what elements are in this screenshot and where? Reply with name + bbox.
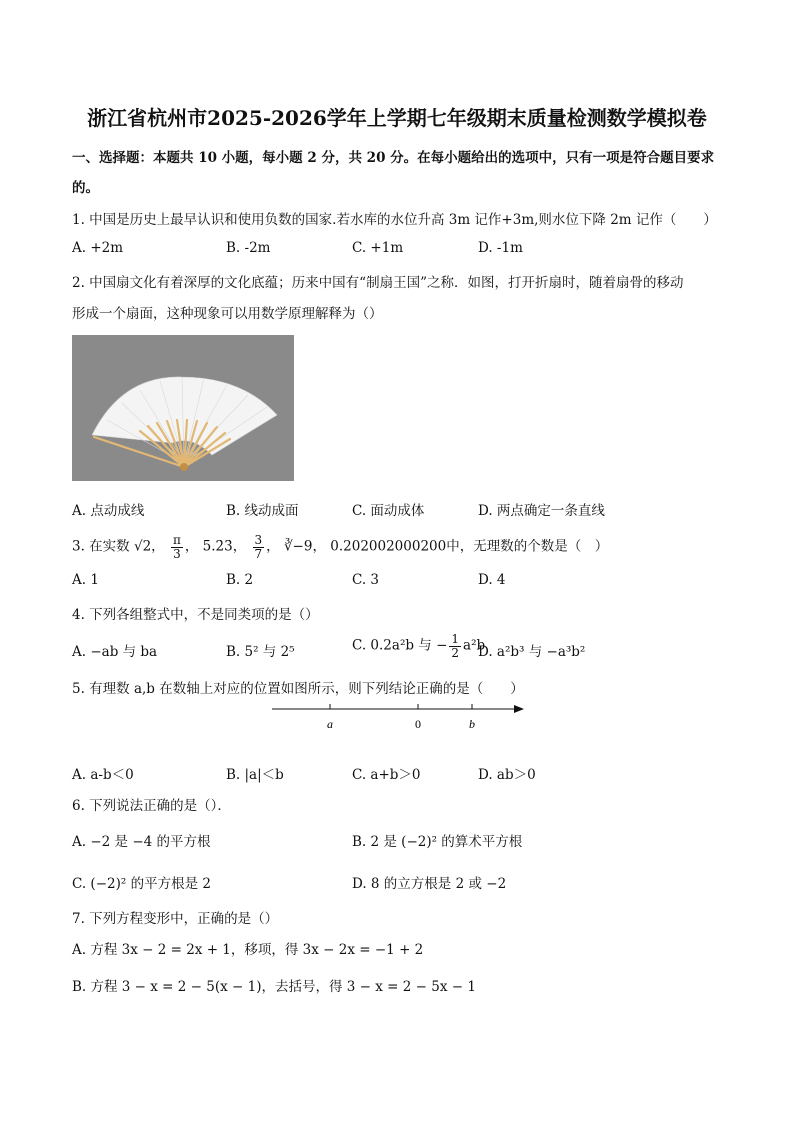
question-7-stem: 7. 下列方程变形中，正确的是（） bbox=[72, 911, 279, 927]
q4-optc-pre: C. 0.2a²b 与 − bbox=[352, 637, 448, 654]
q2-option-a[interactable]: A. 点动成线 bbox=[72, 503, 145, 519]
q3-stem-prefix: 3. 在实数 bbox=[72, 538, 130, 555]
q4-option-a[interactable]: A. −ab 与 ba bbox=[72, 644, 158, 660]
q3-option-b[interactable]: B. 2 bbox=[226, 572, 254, 588]
q3-stem-suffix: 中，无理数的个数是（ ） bbox=[446, 538, 609, 555]
q3-pi-den: 3 bbox=[173, 546, 181, 561]
q6-option-d[interactable]: D. 8 的立方根是 2 或 −2 bbox=[352, 876, 507, 892]
q1-option-a[interactable]: A. +2m bbox=[72, 240, 124, 256]
section-heading-cont: 的。 bbox=[72, 180, 99, 196]
q4-option-b[interactable]: B. 5² 与 2⁵ bbox=[226, 644, 295, 660]
q2-option-c[interactable]: C. 面动成体 bbox=[352, 503, 425, 519]
folding-fan-image bbox=[72, 335, 294, 481]
q7-option-a[interactable]: A. 方程 3x − 2 = 2x + 1，移项，得 3x − 2x = −1 + 2 bbox=[72, 942, 424, 958]
q5-option-a[interactable]: A. a-b＜0 bbox=[72, 767, 134, 783]
number-line-arrow bbox=[514, 705, 524, 713]
q3-option-c[interactable]: C. 3 bbox=[352, 572, 380, 588]
q3-cbrt: ∛−9 bbox=[283, 538, 313, 555]
question-1-stem: 1. 中国是历史上最早认识和使用负数的国家.若水库的水位升高 3m 记作+3m,则水位下降 2m 记作（ ） bbox=[72, 212, 717, 228]
question-3-stem: 3. 在实数 √2， $\frac{\pi}{3}$ ， 5.2̇3̇， $\frac{3}{7}$ ， ∛−9， 0.202002000200中，无理数的个数是（ ） bbox=[72, 533, 609, 561]
q2-option-b[interactable]: B. 线动成面 bbox=[226, 503, 299, 519]
q4-optc-frac bbox=[449, 633, 461, 659]
q3-pi-over-3 bbox=[171, 534, 183, 560]
question-2-stem-cont: 形成一个扇面，这种现象可以用数学原理解释为（） bbox=[72, 306, 383, 322]
q3-repeating: 5.2̇3̇ bbox=[202, 538, 233, 555]
q1-option-d[interactable]: D. -1m bbox=[478, 240, 523, 256]
q3-option-d[interactable]: D. 4 bbox=[478, 572, 506, 588]
question-4-stem: 4. 下列各组整式中，不是同类项的是（） bbox=[72, 607, 319, 623]
section-heading: 一、选择题：本题共 10 小题，每小题 2 分，共 20 分。在每小题给出的选项中，只有一项是符合题目要求 bbox=[72, 150, 715, 166]
q1-option-c[interactable]: C. +1m bbox=[352, 240, 404, 256]
label-b: b bbox=[469, 717, 475, 731]
q3-den: 7 bbox=[254, 546, 263, 561]
q4-option-d[interactable]: D. a²b³ 与 −a³b² bbox=[478, 644, 586, 660]
q6-option-c[interactable]: C. (−2)² 的平方根是 2 bbox=[72, 876, 211, 892]
q4-optc-den: 2 bbox=[451, 645, 460, 660]
q2-option-d[interactable]: D. 两点确定一条直线 bbox=[478, 503, 605, 519]
q5-option-b[interactable]: B. |a|＜b bbox=[226, 767, 284, 783]
q5-option-c[interactable]: C. a+b＞0 bbox=[352, 767, 421, 783]
q3-three-sevenths bbox=[253, 534, 265, 560]
q3-option-a[interactable]: A. 1 bbox=[72, 572, 99, 588]
question-2-stem: 2. 中国扇文化有着深厚的文化底蕴；历来中国有“制扇王国”之称．如图，打开折扇时，随着扇骨的移动 bbox=[72, 275, 684, 291]
question-5-stem: 5. 有理数 a,b 在数轴上对应的位置如图所示，则下列结论正确的是（ ） bbox=[72, 681, 524, 697]
q3-sqrt2: √2 bbox=[133, 538, 152, 555]
label-0: 0 bbox=[415, 717, 421, 731]
q1-option-b[interactable]: B. -2m bbox=[226, 240, 271, 256]
page-title: 浙江省杭州市2025-2026学年上学期七年级期末质量检测数学模拟卷 bbox=[87, 106, 707, 130]
q6-option-b[interactable]: B. 2 是 (−2)² 的算术平方根 bbox=[352, 834, 523, 850]
q3-decimal: 0.202002000200 bbox=[330, 538, 447, 555]
q4-optc-post: a²b bbox=[463, 637, 486, 654]
question-6-stem: 6. 下列说法正确的是（）． bbox=[72, 798, 231, 814]
q6-option-a[interactable]: A. −2 是 −4 的平方根 bbox=[72, 834, 211, 850]
q3-num: 3 bbox=[254, 533, 263, 547]
q7-option-b[interactable]: B. 方程 3 − x = 2 − 5(x − 1)，去括号，得 3 − x = 2 − 5x − 1 bbox=[72, 979, 476, 995]
label-a: a bbox=[327, 717, 333, 731]
q4-option-c[interactable] bbox=[352, 633, 485, 659]
number-line bbox=[270, 698, 530, 738]
q3-pi: π bbox=[172, 533, 181, 547]
q4-optc-num: 1 bbox=[451, 632, 460, 646]
q5-option-d[interactable]: D. ab＞0 bbox=[478, 767, 536, 783]
